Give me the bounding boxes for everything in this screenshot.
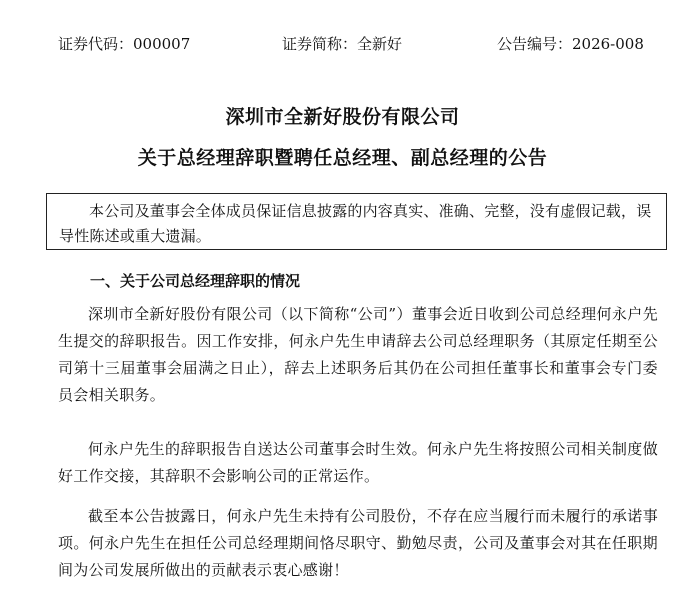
- paragraph-shares-thanks: 截至本公告披露日，何永户先生未持有公司股份，不存在应当履行而未履行的承诺事项。何永户先生在担任公司总经理期间恪尽职守、勤勉尽责，公司及董事会对其在任职期间为公司发展所做出的贡献表示衷心感谢！: [58, 507, 658, 579]
- disclaimer-box: 本公司及董事会全体成员保证信息披露的内容真实、准确、完整，没有虚假记载，误导性陈述或重大遗漏。: [46, 193, 667, 250]
- company-title: 深圳市全新好股份有限公司: [225, 106, 460, 128]
- paragraph-effective: 何永户先生的辞职报告自送达公司董事会时生效。何永户先生将按照公司相关制度做好工作交接，其辞职不会影响公司的正常运作。: [58, 440, 658, 485]
- paragraph-resignation: 深圳市全新好股份有限公司（以下简称“公司”）董事会近日收到公司总经理何永户先生提交的辞职报告。因工作安排，何永户先生申请辞去公司总经理职务（其原定任期至公司第十三届董事会届满之日止），辞去上述职务后其仍在公司担任董事长和董事会专门委员会相关职务。: [58, 305, 658, 404]
- announcement-number: 公告编号：2026-008: [497, 35, 644, 53]
- stock-abbreviation: 证券简称：全新好: [282, 35, 403, 53]
- stock-code: 证券代码：000007: [58, 35, 191, 53]
- announcement-subject: 关于总经理辞职暨聘任总经理、副总经理的公告: [137, 147, 548, 169]
- section-heading: 一、关于公司总经理辞职的情况: [90, 272, 301, 290]
